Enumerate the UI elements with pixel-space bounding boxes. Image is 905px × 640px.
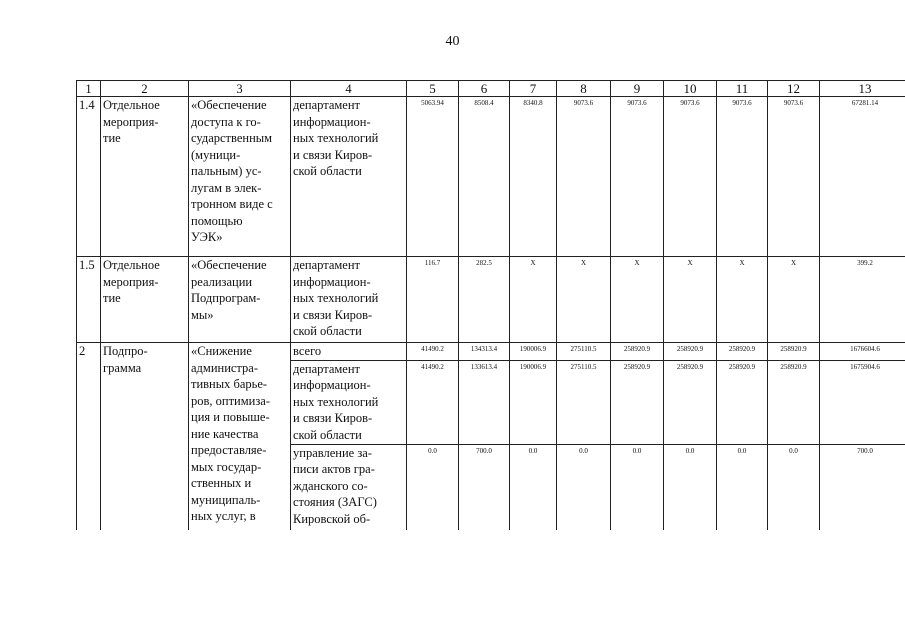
value-cell: 258920.9 [717,360,768,444]
value-cell: 258920.9 [768,360,820,444]
header-cell: 6 [459,81,510,97]
value-cell: 41490.2 [407,343,459,361]
header-cell: 11 [717,81,768,97]
value-cell: 41490.2 [407,360,459,444]
value-cell: X [664,257,717,343]
header-cell: 12 [768,81,820,97]
value-cell: 133613.4 [459,360,510,444]
value-cell: 258920.9 [664,343,717,361]
header-cell: 7 [510,81,557,97]
row-type: Отдельное мероприя- тие [101,97,189,257]
row-type: Подпро- грамма [101,343,189,531]
value-cell: 0.0 [611,444,664,530]
value-cell: 8340.8 [510,97,557,257]
row-id: 1.5 [77,257,101,343]
value-cell: 9073.6 [664,97,717,257]
value-cell: 282.5 [459,257,510,343]
row-name: «Снижение администра- тивных барье- ров, оптимиза- ция и повыше- ние качества предоставляе- мых государ- ственных и муниципаль- ных услуг, в [189,343,291,531]
table-row [77,257,905,343]
row-name: «Обеспечение доступа к го- сударственным (муници- пальным) ус- лугам в элек- тронном виде с помощью УЭК» [189,97,291,257]
header-cell: 10 [664,81,717,97]
value-cell: 1676604.6 [820,343,905,361]
value-cell: 0.0 [407,444,459,530]
row-name: «Обеспечение реализации Подпрограм- мы» [189,257,291,343]
value-cell: 0.0 [717,444,768,530]
value-cell: 8508.4 [459,97,510,257]
header-cell: 4 [291,81,407,97]
row-id: 1.4 [77,97,101,257]
value-cell: X [510,257,557,343]
value-cell: 9073.6 [768,97,820,257]
value-cell: 258920.9 [611,360,664,444]
value-cell: 275110.5 [557,343,611,361]
row-executor: управление за- писи актов гра- жданского со- стояния (ЗАГС) Кировской об- [291,444,407,530]
value-cell: 0.0 [768,444,820,530]
value-cell: X [717,257,768,343]
program-table [76,80,905,530]
header-cell: 1 [77,81,101,97]
value-cell: 700.0 [820,444,905,530]
row-executor: всего [291,343,407,361]
value-cell: 190006.9 [510,343,557,361]
header-cell: 13 [820,81,905,97]
value-cell: 134313.4 [459,343,510,361]
row-type: Отдельное мероприя- тие [101,257,189,343]
row-executor: департамент информацион- ных технологий и связи Киров- ской области [291,97,407,257]
value-cell: 258920.9 [768,343,820,361]
value-cell: 399.2 [820,257,905,343]
value-cell: 258920.9 [611,343,664,361]
value-cell: 1675904.6 [820,360,905,444]
value-cell: 275110.5 [557,360,611,444]
table-row [77,343,905,361]
value-cell: 190006.9 [510,360,557,444]
header-cell: 5 [407,81,459,97]
value-cell: 0.0 [664,444,717,530]
value-cell: 258920.9 [664,360,717,444]
value-cell: X [768,257,820,343]
value-cell: 9073.6 [557,97,611,257]
row-executor: департамент информацион- ных технологий и связи Киров- ской области [291,257,407,343]
value-cell: 116.7 [407,257,459,343]
row-executor: департамент информацион- ных технологий и связи Киров- ской области [291,360,407,444]
header-cell: 2 [101,81,189,97]
page-number: 40 [445,34,460,49]
value-cell: 0.0 [510,444,557,530]
header-cell: 3 [189,81,291,97]
value-cell: 700.0 [459,444,510,530]
header-cell: 9 [611,81,664,97]
row-id: 2 [77,343,101,531]
value-cell: X [611,257,664,343]
table-row [77,97,905,257]
header-row [77,81,905,97]
value-cell: 0.0 [557,444,611,530]
value-cell: 258920.9 [717,343,768,361]
header-cell: 8 [557,81,611,97]
value-cell: 9073.6 [611,97,664,257]
value-cell: 9073.6 [717,97,768,257]
value-cell: X [557,257,611,343]
value-cell: 67281.14 [820,97,905,257]
value-cell: 5063.94 [407,97,459,257]
